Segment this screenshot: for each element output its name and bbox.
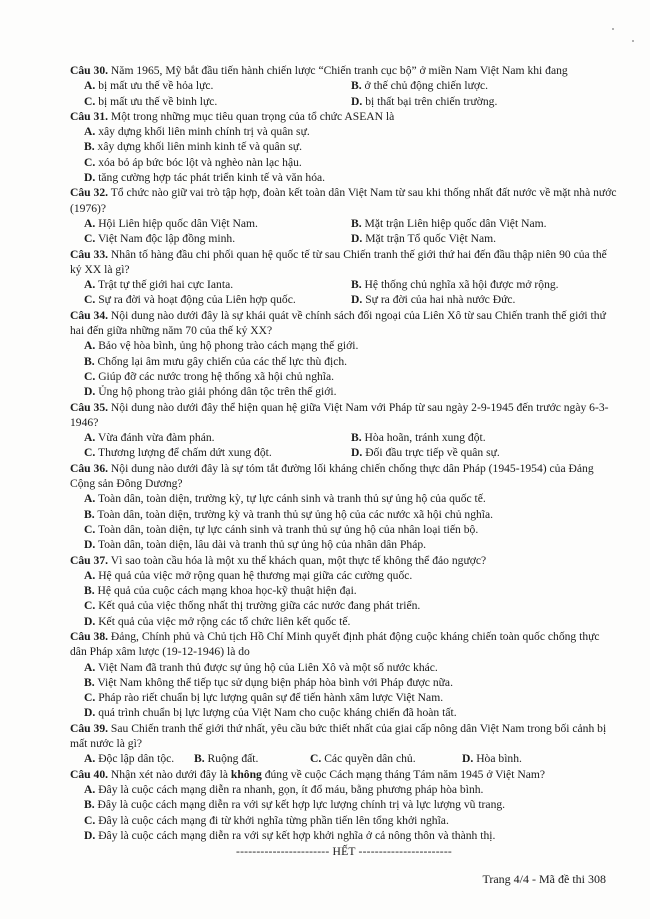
option-d: D. Hòa bình. [462,752,522,766]
option-d: D. Sự ra đời của hai nhà nước Đức. [351,293,516,307]
question-36 [70,461,618,553]
question-text: Vì sao toàn cầu hóa là một xu thế khách quan, một thực tế không thể đảo ngược? [110,553,487,567]
question-text: Sau Chiến tranh thế giới thứ nhất, yêu cầu bức thiết nhất của giai cấp nông dân Việt Nam trong bối cảnh bị mất nước là gì? [70,721,607,751]
option-d: D. tăng cường hợp tác phát triển kinh tế và văn hóa. [84,171,326,185]
option-a: A. Hệ quả của việc mở rộng quan hệ thương mại giữa các cường quốc. [84,568,413,582]
option-a: A. bị mất ưu thế về hỏa lực. [84,79,214,93]
option-d: D. Đây là cuộc cách mạng diễn ra với sự kết hợp khởi nghĩa ở cả nông thôn và thành thị. [84,828,496,842]
option-c: C. Kết quả của việc thống nhất thị trường giữa các nước đang phát triển. [84,599,421,613]
question-number: Câu 36. [70,461,109,475]
option-d: D. Ủng hộ phong trào giải phóng dân tộc trên thế giới. [84,385,337,399]
question-number: Câu 34. [70,308,109,322]
option-c: C. Giúp đỡ các nước trong hệ thống xã hội chủ nghĩa. [84,369,335,383]
option-b: B. ở thế chủ động chiến lược. [351,79,489,93]
option-c: C. Các quyền dân chủ. [310,752,416,766]
question-text: Nội dung nào dưới đây thể hiện quan hệ giữa Việt Nam với Pháp từ sau ngày 2-9-1945 đến trước ngày 6-3-1946? [70,400,609,429]
option-a: A. Vừa đánh vừa đàm phán. [84,431,215,445]
question-text: Tổ chức nào giữ vai trò tập hợp, đoàn kết toàn dân Việt Nam từ sau khi thống nhất đất nước về mặt nhà nước (1976)? [70,186,617,215]
option-c: C. bị mất ưu thế về binh lực. [84,94,218,108]
exam-page [70,63,618,859]
question-30 [70,63,618,109]
question-35 [70,400,618,461]
option-b: B. Việt Nam không thể tiếp tục sử dụng biện pháp hòa bình với Pháp được nữa. [84,675,453,689]
option-b: B. Ruộng đất. [194,752,259,766]
question-number: Câu 32. [70,186,109,200]
option-d: D. Kết quả của việc mở rộng các tổ chức liên kết quốc tế. [84,614,351,628]
option-b: B. Mặt trận Liên hiệp quốc dân Việt Nam. [351,216,547,230]
question-31 [70,109,618,185]
question-text: Năm 1965, Mỹ bắt đầu tiến hành chiến lược “Chiến tranh cục bộ” ở miền Nam Việt Nam khi đang [110,64,568,77]
option-b: B. Toàn dân, toàn diện, trường kỳ và tranh thủ sự ủng hộ của các nước xã hội chủ nghĩa. [84,507,494,521]
option-a: A. Bảo vệ hòa bình, ủng hộ phong trào cách mạng thế giới. [84,339,359,353]
option-c: C. Sự ra đời và hoạt động của Liên hợp quốc. [84,293,296,307]
question-text: Một trong những mục tiêu quan trọng của tổ chức ASEAN là [110,109,395,123]
emphasis-word: không [230,767,262,781]
page-footer: Trang 4/4 - Mã đề thi 308 [482,872,606,886]
scan-speck [632,40,634,42]
option-b: B. xây dựng khối liên minh kinh tế và quân sự. [84,140,303,154]
question-number: Câu 33. [70,247,109,261]
question-text: Nội dung nào dưới đây là sự tóm tắt đường lối kháng chiến chống thực dân Pháp (1945-1954) của Đảng Cộng sản Đông Dương? [70,461,594,491]
option-d: D. quá trình chuẩn bị lực lượng của Việt Nam cho cuộc kháng chiến đã hoàn tất. [84,706,457,720]
question-number: Câu 31. [70,109,109,123]
question-37 [70,553,618,629]
option-c: C. Đây là cuộc cách mạng đi từ khởi nghĩa từng phần tiến lên tổng khởi nghĩa. [84,813,449,827]
question-32 [70,185,618,246]
option-d: D. Toàn dân, toàn diện, lâu dài và tranh thủ sự ủng hộ của nhân dân Pháp. [84,538,427,552]
option-a: A. Toàn dân, toàn diện, trường kỳ, tự lực cánh sinh và tranh thủ sự ủng hộ của quốc tế. [84,492,486,506]
question-text: Nhân tố hàng đầu chi phối quan hệ quốc tế từ sau Chiến tranh thế giới thứ hai đến đầu thập niên 90 của thế kỷ XX là gì? [70,247,607,276]
question-text: Nội dung nào dưới đây là sự khái quát về chính sách đối ngoại của Liên Xô từ sau Chiến tranh thế giới thứ hai đến giữa những năm 70 của thế kỷ XX? [70,308,606,338]
option-b: B. Hệ quả của cuộc cách mạng khoa học-kỹ thuật hiện đại. [84,584,357,598]
option-a: A. Độc lập dân tộc. [84,752,175,766]
option-c: C. Thương lượng để chấm dứt xung đột. [84,446,272,460]
question-39 [70,721,618,767]
question-40 [70,767,618,843]
option-c: C. Việt Nam độc lập đồng minh. [84,232,236,246]
end-marker: ----------------------- HẾT ----------------------- [236,845,452,859]
option-d: D. Đối đầu trực tiếp về quân sự. [351,446,500,460]
option-a: A. Hội Liên hiệp quốc dân Việt Nam. [84,216,258,230]
option-b: B. Hòa hoãn, tránh xung đột. [351,431,486,445]
option-b: B. Chống lại âm mưu gây chiến của các thế lực thù địch. [84,354,348,368]
question-number: Câu 39. [70,721,109,735]
scan-speck [612,28,614,30]
question-text: Nhận xét nào dưới đây là không đúng về cuộc Cách mạng tháng Tám năm 1945 ở Việt Nam? [110,767,545,781]
option-c: C. Pháp rào riết chuẩn bị lực lượng quân sự để tiến hành xâm lược Việt Nam. [84,691,444,705]
option-c: C. xóa bỏ áp bức bóc lột và nghèo nàn lạc hậu. [84,155,302,169]
option-b: B. Đây là cuộc cách mạng diễn ra với sự kết hợp lực lượng chính trị và lực lượng vũ trang. [84,798,506,812]
option-d: D. bị thất bại trên chiến trường. [351,94,498,108]
question-number: Câu 37. [70,553,109,567]
option-b: B. Hệ thống chủ nghĩa xã hội được mở rộng. [351,278,559,292]
option-a: A. Việt Nam đã tranh thủ được sự ủng hộ của Liên Xô và một số nước khác. [84,660,438,674]
option-a: A. Đây là cuộc cách mạng diễn ra nhanh, gọn, ít đổ máu, bằng phương pháp hòa bình. [84,782,484,796]
option-a: A. xây dựng khối liên minh chính trị và quân sự. [84,125,310,139]
question-38 [70,629,618,721]
option-a: A. Trật tự thế giới hai cực Ianta. [84,278,234,292]
option-d: D. Mặt trận Tổ quốc Việt Nam. [351,232,497,246]
question-text: Đảng, Chính phủ và Chủ tịch Hồ Chí Minh quyết định phát động cuộc kháng chiến toàn quốc chống thực dân Pháp xâm lược (19-12-1946) là do [70,629,600,659]
question-number: Câu 30. [70,64,109,77]
option-c: C. Toàn dân, toàn diện, tự lực cánh sinh và tranh thủ sự ủng hộ của nhân loại tiến bộ. [84,522,479,536]
question-number: Câu 40. [70,767,109,781]
question-33 [70,247,618,308]
question-number: Câu 38. [70,629,109,643]
question-34 [70,308,618,400]
question-number: Câu 35. [70,400,109,414]
